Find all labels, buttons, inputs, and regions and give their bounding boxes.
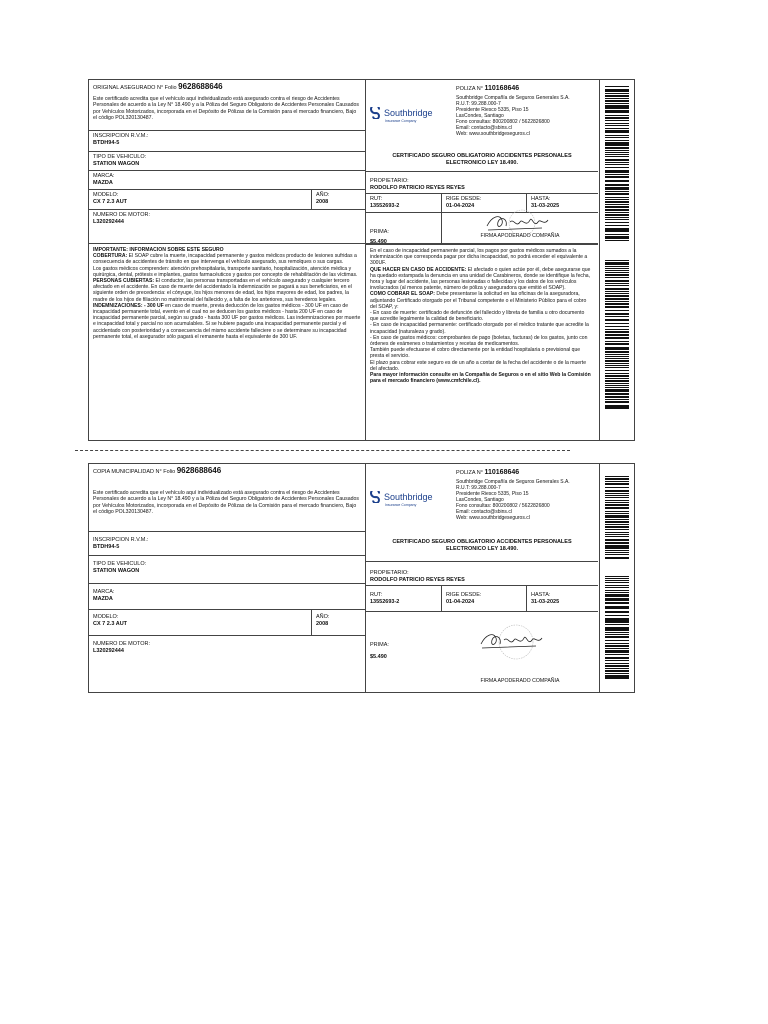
barcode-bar [605,260,629,261]
barcode-bar [605,481,629,482]
company-info [456,479,570,521]
barcode-bar [605,313,629,315]
barcode-bar [605,95,629,97]
company-line: Email: contacto@sbins.cl [456,509,512,515]
firma-label: FIRMA APODERADO COMPAÑIA [480,678,560,684]
barcode-bar [605,585,629,587]
rut-cell: RUT: 13552693-2 [370,592,400,605]
company-line: Web: www.southbridgeseguros.cl [456,131,530,137]
barcode-bar [605,189,629,190]
barcode-bar [605,495,629,496]
barcode-bar [605,673,629,674]
tipo-cell: TIPO DE VEHICULO: STATION WAGON [89,152,365,171]
barcode-bar [605,643,629,644]
barcode-bar [605,147,629,149]
motor-cell: NUMERO DE MOTOR: L320292444 [89,210,365,244]
barcode-bar [605,319,629,321]
barcode-bar [605,289,629,290]
southbridge-logo-icon [370,107,382,119]
barcode-bar [605,115,629,116]
barcode-bar [605,487,629,488]
info-paragraph: - En caso de muerte: certificado de defunción del fallecido y libreta de familia u otro documento que acredite legalmente la calidad de beneficiario. [370,310,585,323]
barcode-bar [605,306,629,308]
vehicle-panel [89,80,366,440]
barcode-bar [605,526,629,528]
barcode-bar [605,159,629,161]
folio-number: 9628688646 [178,82,223,91]
barcode-bar [605,90,629,91]
barcode-bar [605,343,629,345]
barcode-strip [599,80,635,440]
barcode-bar [605,536,629,537]
certificate-title: CERTIFICADO SEGURO OBLIGATORIO ACCIDENTES PERSONALES ELECTRONICO LEY 18.490. [392,539,572,552]
barcode-bar [605,360,629,362]
signature-image [476,622,556,662]
rige-cell: RIGE DESDE: 01-04-2024 [446,196,482,209]
barcode-bar [605,663,629,664]
barcode-bar [605,140,629,141]
info-paragraph: QUE HACER EN CASO DE ACCIDENTE: El afectado o quien actúe por él, debe asegurarse que ha quedado estampada la denuncia en una unidad de Carabineros, donde se identifique la fecha, hora y lugar del accidente, las personas lesionadas o fallecidas y los datos de los vehículos involucrados (al menos patente, número de póliza y aseguradora que emitió el SOAP). [370,266,591,292]
barcode-strip [599,464,635,692]
barcode-bar [605,212,629,213]
barcode-bar [605,580,629,581]
info-paragraph: COBERTURA: El SOAP cubre la muerte, incapacidad permanente y gastos médicos producto de lesiones sufridas a consecuencia de accidentes de tránsito en que intervenga el vehículo asegurado, sus remolques o sus cargas. [93,253,357,266]
info-right-text [366,244,598,440]
barcode-bar [605,677,629,679]
barcode-bar [605,500,629,501]
barcode-bar [605,629,629,631]
motor-cell: NUMERO DE MOTOR: L320292444 [93,641,151,654]
info-paragraph: Para mayor información consulte en la Compañía de Seguros o en el sitio Web la Comisión para el mercado financiero (www.cmfchile.cl). [370,372,591,385]
barcode-bar [605,507,629,509]
copy-label: COPIA MUNICIPALIDAD N° Folio [93,469,176,475]
barcode-bar [605,634,629,635]
barcode-top [605,86,629,242]
barcode-bar [605,234,629,236]
barcode-bar [605,93,629,94]
barcode-bar [605,519,629,520]
company-line: Southbridge Compañía de Seguros Generales S.A. [456,95,570,101]
barcode-bar [605,303,629,305]
firma-label: FIRMA APODERADO COMPAÑIA [480,233,560,239]
barcode-bar [605,193,629,195]
policy-panel-copy [366,464,598,692]
barcode-bar [605,554,629,555]
barcode-bar [605,176,629,178]
anio-cell: AÑO: 2008 [316,614,330,627]
info-paragraph: - En caso de incapacidad permanente: certificado otorgado por el médico tratante que acredite la incapacidad (naturaleza y grado). [370,322,589,335]
barcode-bar [605,557,629,559]
info-paragraph: INDEMNIZACIONES: - 300 UF en caso de muerte, previa deducción de los gastos médicos - 300 UF en caso de incapacidad permanente total, evento en el cual no se deducen los gastos médicos - hasta 200 UF en caso de incapacidad permanente parcial, según su grado - hasta 300 UF por gastos médicos. Las indemnizaciones por muerte e incapacidad total y parcial no son acumulables. Si se hubiere pagado una incapacidad permanente parcial y el accidentado con posterioridad y a consecuencia del mismo accidente falleciere o se determinare su incapacidad permanente total, el asegurador sólo pagará el remanente hasta el equivalente de 300 UF. [93,302,361,340]
barcode-bar [605,592,629,593]
poliza-number: 110168646 [484,469,520,476]
barcode-bar [605,367,629,368]
inscripcion-cell: INSCRIPCION R.V.M.: BTDH94-5 [89,131,365,152]
barcode-bar [605,310,629,311]
barcode-bar [605,298,629,299]
marca-cell: MARCA: MAZDA [89,171,365,190]
certificate-original [88,79,635,441]
barcode-bar [605,204,629,205]
barcode-bar [605,201,629,203]
inscripcion-cell: INSCRIPCION R.V.M.: BTDH94-5 [89,532,365,556]
barcode-bar [605,399,629,400]
barcode-bar [605,167,629,168]
rut-cell: RUT: 13552693-2 [370,196,400,209]
propietario-cell: PROPIETARIO: RODOLFO PATRICIO REYES REYES [366,172,598,194]
barcode-bar [605,209,629,211]
barcode-bar [605,199,629,200]
barcode-bar [605,180,629,182]
firma-area [442,213,598,244]
barcode-bar [605,615,629,617]
barcode-bar [605,270,629,271]
barcode-bar [605,191,629,192]
barcode-bar [605,490,629,492]
vehicle-panel-copy [89,464,366,692]
barcode-bar [605,547,629,549]
barcode-bar [605,272,629,273]
barcode-bar [605,301,629,302]
certificate-copia [88,463,635,693]
barcode-bar [605,337,629,339]
barcode-bar [605,511,629,512]
barcode-bar [605,624,629,625]
company-line: Fono consultas: 800200802 / 5622826800 [456,503,550,509]
barcode-bar [605,582,629,583]
barcode-bar [605,206,629,207]
barcode-bar [605,648,629,649]
barcode-bar [605,132,629,133]
barcode-bar [605,331,629,333]
barcode-bar [605,274,629,275]
barcode-bar [605,164,629,165]
barcode-bar [605,144,629,146]
barcode-bottom [605,576,629,680]
barcode-bar [605,529,629,530]
barcode-bar [605,621,629,623]
barcode-bar [605,130,629,131]
folio-section-copy [89,464,365,532]
barcode-bar [605,651,629,652]
barcode-bar [605,365,629,366]
barcode-bar [605,524,629,525]
barcode-bar [605,107,629,108]
barcode-bar [605,154,629,155]
barcode-bar [605,356,629,357]
barcode-bar [605,128,629,129]
barcode-bar [605,280,629,282]
propietario-cell: PROPIETARIO: RODOLFO PATRICIO REYES REYES [366,562,598,586]
barcode-bar [605,137,629,138]
barcode-bar [605,532,629,534]
company-line: Presidente Riesco 5335, Piso 15 [456,107,529,113]
info-paragraph: - En caso de gastos médicos: comprobantes de pago (boletas, facturas) de los gastos, junto con órdenes de exámenes o tratamientos y recetas de medicamentos. [370,334,588,348]
barcode-bar [605,142,629,143]
barcode-bar [605,375,629,377]
barcode-bar [605,599,629,600]
cut-line [75,450,570,451]
barcode-bar [605,197,629,198]
rige-cell: RIGE DESDE: 01-04-2024 [446,592,482,605]
barcode-bar [605,515,629,517]
policy-panel [366,80,598,440]
barcode-bar [605,521,629,522]
barcode-bar [605,478,629,480]
company-line: R.U.T: 99.288.000-7 [456,485,501,491]
barcode-bar [605,657,629,659]
barcode-bar [605,230,629,231]
barcode-bar [605,291,629,292]
info-paragraph: En el caso de incapacidad permanente parcial, los pagos por gastos médicos sumados a la indemnización que corresponda pagar por dicha incapacidad, no podrá exceder el equivalente a 300UF. [370,248,588,267]
tipo-cell: TIPO DE VEHICULO: STATION WAGON [89,556,365,584]
barcode-bar [605,611,629,613]
barcode-bar [605,497,629,499]
info-paragraph: PERSONAS CUBIERTAS: El conductor, las personas transportadas en el vehículo asegurado y cualquier tercero afectado en el accidente. En caso de muerte del accidentado la indemnización se pagará a sus beneficiarios, en el siguiente orden de precedencia: el cónyuge, los hijos menores de edad, los hijos mayores de edad, los padres, la madre de los hijos de filiación no matrimonial del fallecido y, a falta de los anteriores, sus herederos legales. [93,278,352,303]
barcode-bar [605,125,629,126]
barcode-bar [605,598,629,599]
southbridge-logo: Southbridge Insurance Company [370,479,446,515]
info-paragraph: El plazo para cobrar este seguro es de un año a contar de la fecha del accidente o de la muerte del afectado. [370,359,587,372]
barcode-bar [605,277,629,278]
barcode-bar [605,238,629,239]
barcode-bar [605,646,629,647]
barcode-bar [605,483,629,485]
prima-firma-row [366,612,598,692]
southbridge-logo: Southbridge Insurance Company [370,95,446,131]
dates-row [366,586,598,612]
info-left-text [89,244,365,440]
barcode-bar [605,504,629,506]
modelo-row [89,610,365,636]
info-paragraph: También puede efectuarse el cobro directamente por la entidad hospitalaria o previsional que presta el servicio. [370,347,581,360]
barcode-bar [605,316,629,317]
folio-section [89,80,365,131]
barcode-bar [605,407,629,408]
policy-header [366,80,598,172]
barcode-bar [605,117,629,119]
barcode-bar [605,347,629,348]
poliza-number: 110168646 [484,85,520,92]
barcode-bar [605,660,629,661]
intro-text: Este certificado acredita que el vehículo aquí individualizado está asegurado contra el riesgo de Accidentes Personales de acuerdo a la Ley N° 18.490 y a la Póliza del Seguro Obligatorio de Accidentes Personales Causados por Vehículos Motorizados, incorporada en el Depósito de Pólizas de la Comisión para el mercado financiero, Bajo el código POL320130487. [93,490,359,516]
barcode-bar [605,219,629,221]
barcode-bar [605,668,629,670]
barcode-bar [605,539,629,541]
barcode-bar [605,670,629,671]
barcode-bar [605,354,629,356]
company-line: Southbridge Compañía de Seguros Generales S.A. [456,479,570,485]
barcode-bar [605,640,629,641]
barcode-bar [605,86,629,87]
barcode-bar [605,184,629,186]
barcode-bar [605,650,629,651]
company-line: Email: contacto@sbins.cl [456,125,512,131]
barcode-bar [605,326,629,328]
barcode-bar [605,513,629,514]
barcode-bar [605,607,629,609]
company-line: Presidente Riesco 5335, Piso 15 [456,491,529,497]
hasta-cell: HASTA: 31-03-2025 [531,592,560,605]
barcode-bar [605,348,629,349]
barcode-bar [605,174,629,175]
company-line: Web: www.southbridgeseguros.cl [456,515,530,521]
barcode-bar [605,225,629,226]
poliza-label: POLIZA N° [456,86,483,92]
barcode-bar [605,214,629,216]
modelo-cell: MODELO: CX 7 2.3 AUT [93,614,128,627]
anio-cell: AÑO: 2008 [316,192,330,205]
company-info [456,95,570,137]
info-paragraph: COMO COBRAR EL SOAP: Debe presentarse la solicitud en las oficinas de la aseguradora, adjuntando Certificado otorgado por el Tribunal competente o el Ministerio Público para el cobro del SOAP, y: [370,291,587,310]
info-paragraph: IMPORTANTE: INFORMACION SOBRE ESTE SEGURO [93,247,224,253]
folio-number: 9628688646 [176,466,222,475]
barcode-bar [605,323,629,324]
marca-cell: MARCA: MAZDA [89,584,365,610]
prima-cell: PRIMA: $5.490 [370,642,389,660]
barcode-bar [605,402,629,403]
barcode-bar [605,222,629,224]
barcode-bar [605,293,629,294]
southbridge-logo-icon [370,491,382,503]
barcode-bar [605,334,629,336]
barcode-bar [605,387,629,388]
barcode-bar [605,602,629,604]
barcode-bar [605,675,629,676]
barcode-bar [605,618,629,619]
barcode-bar [605,391,629,392]
poliza-label: POLIZA N° [456,470,483,476]
barcode-bar [605,295,629,296]
barcode-bar [605,380,629,382]
policy-header [366,464,598,562]
barcode-bar [605,393,629,394]
company-line: Fono consultas: 800200802 / 5622826800 [456,119,550,125]
company-line: R.U.T: 99.288.000-7 [456,101,501,107]
barcode-bar [605,240,629,241]
barcode-bar [605,120,629,121]
barcode-bar [605,111,629,113]
barcode-bar [605,385,629,386]
barcode-bar [605,283,629,284]
barcode-bar [605,135,629,136]
barcode-bar [605,370,629,371]
modelo-cell: MODELO: CX 7 2.3 AUT [93,192,128,205]
modelo-row [89,190,365,210]
certificate-title: CERTIFICADO SEGURO OBLIGATORIO ACCIDENTES PERSONALES ELECTRONICO LEY 18.490. [392,153,572,166]
barcode-bar [605,552,629,553]
barcode-bar [605,341,629,342]
barcode-bar [605,103,629,104]
barcode-bar [605,98,629,99]
intro-text: Este certificado acredita que el vehículo aquí individualizado está asegurado contra el riesgo de Accidentes Personales de acuerdo a la Ley N° 18.490 y a la Póliza del Seguro Obligatorio de Accidentes Personales Causados por Vehículos Motorizados, incorporada en el Depósito de Pólizas de la Comisión para el mercado financiero, Bajo el código POL320130487. [93,96,359,122]
barcode-bar [605,587,629,589]
barcode-bar [605,542,629,543]
company-line: LasCondes, Santiago [456,113,504,119]
info-paragraph: Los gastos médicos comprenden: atención prehospitalaria, transporte sanitario, hospitalización, atención médica y quirúrgica, dental, prótesis e implantes, gastos farmacéuticos y gastos por concepto de rehabilitación de las víctimas. [93,265,358,278]
copy-label: ORIGINAL ASEGURADO N° Folio [93,85,177,91]
barcode-bar [605,665,629,667]
hasta-cell: HASTA: 31-03-2025 [531,196,560,209]
barcode-bottom [605,260,629,410]
barcode-top [605,476,629,558]
barcode-bar [605,162,629,163]
prima-cell: PRIMA: $5.490 [370,229,389,244]
barcode-bar [605,285,629,286]
barcode-bar [605,156,629,158]
company-line: LasCondes, Santiago [456,497,504,503]
barcode-bar [605,654,629,655]
barcode-bar [605,637,629,638]
barcode-bar [605,373,629,375]
barcode-bar [605,378,629,379]
barcode-bar [605,123,629,125]
barcode-bar [605,363,629,364]
